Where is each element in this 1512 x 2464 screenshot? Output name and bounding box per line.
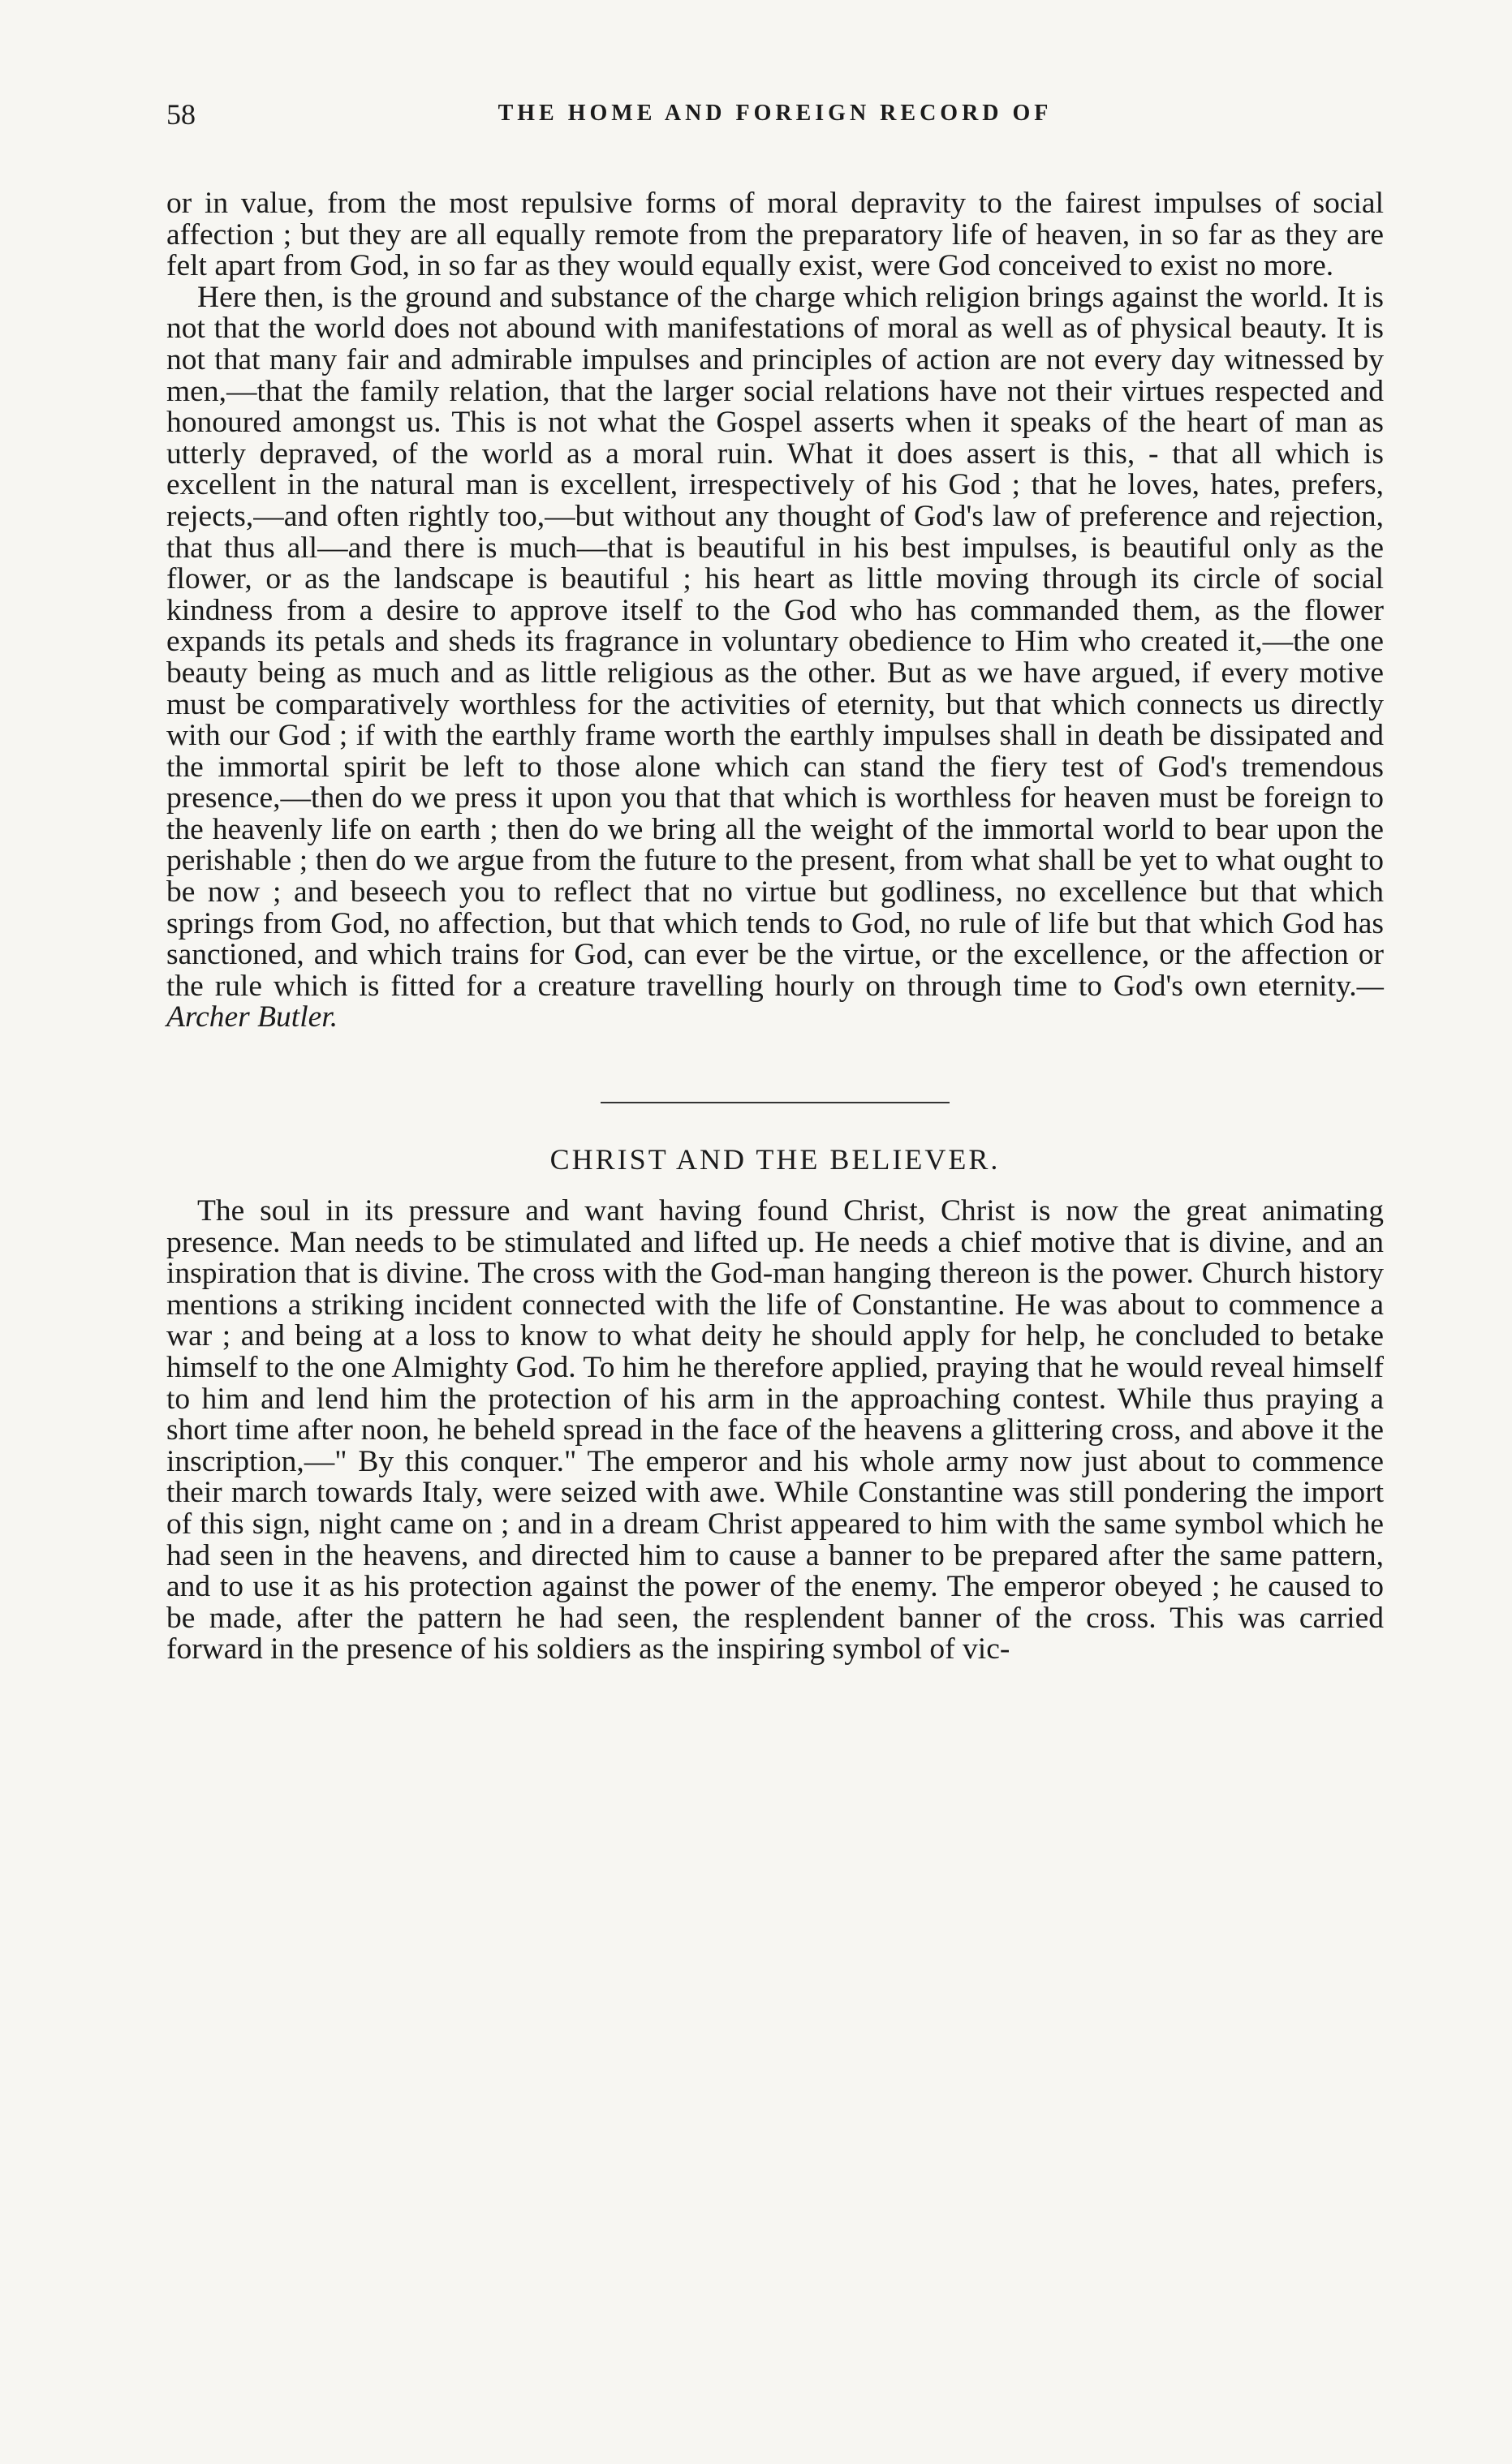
paragraph <box>166 282 1384 1034</box>
section-title: CHRIST AND THE BELIEVER. <box>549 1143 1001 1176</box>
page-header <box>166 97 1384 146</box>
paragraph: The soul in its pressure and want having found Christ, Christ is now the great animating presence. Man needs to be stimulated and lifted up. He needs a chief motive that is divine, and an inspiration that is divine. The cross with the God-man hanging thereon is the power. Church history mentions a striking incident connected with the life of Constantine. He was about to commence a war ; and being at a loss to know to what deity he should apply for help, he concluded to betake himself to the one Almighty God. To him he therefore applied, praying that he would reveal himself to him and lend him the protection of his arm in the approaching contest. While thus praying a short time after noon, he beheld spread in the face of the heavens a glittering cross, and above it the inscription,—" By this conquer." The emperor and his whole army now just about to commence their march towards Italy, were seized with awe. While Constantine was still pondering the import of this sign, night came on ; and in a dream Christ appeared to him with the same symbol which he had seen in the heavens, and directed him to cause a banner to be prepared after the same pattern, and to use it as his protection against the power of the enemy. The emperor obeyed ; he caused to be made, after the pattern he had seen, the resplendent banner of the cross. This was carried forward in the presence of his soldiers as the inspiring symbol of vic- <box>166 1194 1384 1666</box>
page-number: 58 <box>166 98 196 131</box>
paragraph: or in value, from the most repulsive forms of moral depravity to the fairest impulses of social affection ; but they are all equally remote from the preparatory life of heaven, in so far as they are felt apart from God, in so far as they would equally exist, were God conceived to exist no more. <box>166 187 1384 283</box>
article-archer-butler <box>166 188 1384 1034</box>
author-attribution: —Archer Butler. <box>166 969 1384 1034</box>
section-divider <box>601 1102 950 1103</box>
paragraph-text: Here then, is the ground and substance of the charge which religion brings against the world. It is not that the world does not abound with manifestations of moral as well as of physical beauty. It is not that many fair and admirable impulses and principles of action are not every day witnessed by men,—that the family relation, that the larger social relations have not their virtues respected and honoured amongst us. This is not what the Gospel asserts when it speaks of the heart of man as utterly depraved, of the world as a moral ruin. What it does assert is this, - that all which is excellent in the natural man is excellent, irrespectively of his God ; that he loves, hates, prefers, rejects,—and often rightly too,—but without any thought of God's law of preference and rejection, that thus all—and there is much—that is beautiful in his best impulses, is beautiful only as the flower, or as the landscape is beautiful ; his heart as little moving through its circle of social kindness from a desire to approve itself to the God who has commanded them, as the flower expands its petals and sheds its fragrance in voluntary obedience to Him who created it,—the one beauty being as much and as little religious as the other. But as we have argued, if every motive must be comparatively worthless for the activities of eternity, but that which connects us directly with our God ; if with the earthly frame worth the earthly impulses shall in death be dissipated and the immortal spirit be left to those alone which can stand the fiery test of God's tremendous presence,—then do we press it upon you that that which is worthless for heaven must be foreign to the heavenly life on earth ; then do we bring all the weight of the immortal world to bear upon the perishable ; then do we argue from the future to the present, from what shall be yet to what ought to be now ; and beseech you to reflect that no virtue but godliness, no excellence but that which springs from God, no affection, but that which tends to God, no rule of life but that which God has sanctioned, and which trains for God, can ever be the virtue, or the excellence, or the affection or the rule which is fitted for a creature travelling hourly on through time to God's own eternity. <box>166 280 1384 1003</box>
book-page <box>166 97 1384 2418</box>
article-christ-and-the-believer <box>166 1142 1384 1666</box>
running-head: THE HOME AND FOREIGN RECORD OF <box>498 101 1053 126</box>
